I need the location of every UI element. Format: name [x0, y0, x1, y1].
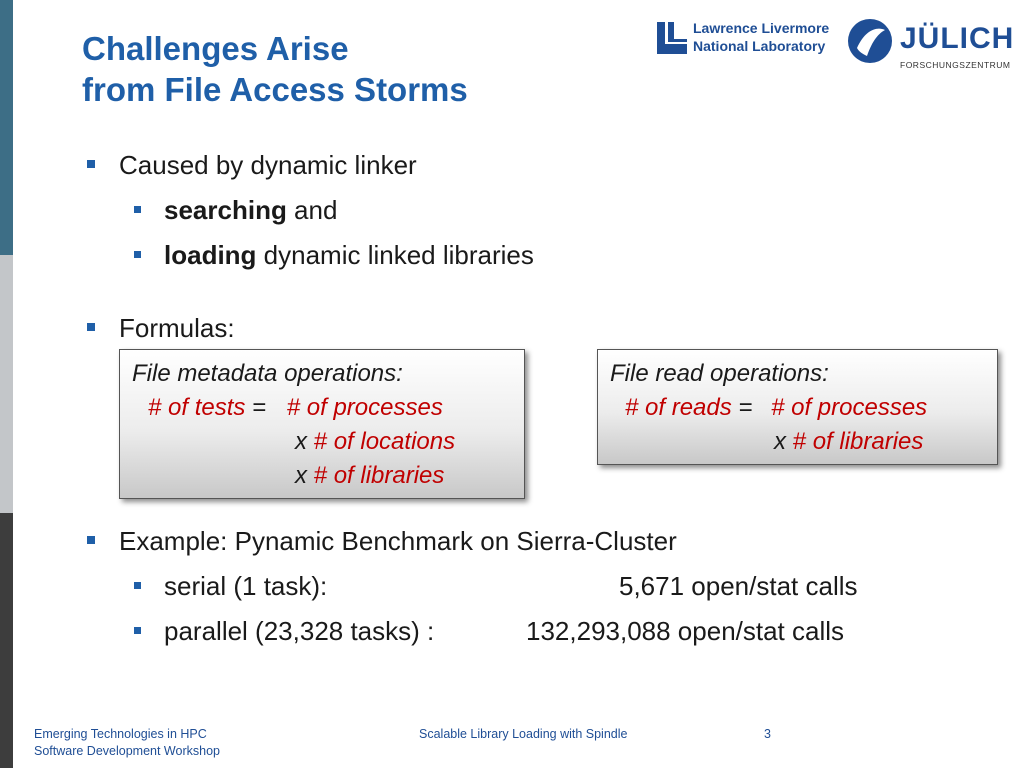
formula-box-read: [597, 349, 998, 465]
formula-read-heading: File read operations:: [610, 360, 829, 387]
searching-rest-text: and: [286, 195, 338, 225]
llnl-line-1: Lawrence Livermore: [693, 20, 830, 36]
sidebar-bar-middle: [0, 255, 13, 513]
bullet-marker: [87, 323, 95, 331]
bullet-marker: [87, 160, 95, 168]
formula-box-metadata: [119, 349, 525, 499]
page-number: 3: [764, 727, 771, 741]
bullet-example-text: Example: Pynamic Benchmark on Sierra-Cluster: [119, 526, 677, 556]
sub-bullet-marker: [134, 582, 141, 589]
sub-bullet-serial: [164, 571, 327, 601]
formula-read-lhs: # of reads: [625, 394, 732, 421]
slide-title: [82, 28, 468, 110]
footer-center: Scalable Library Loading with Spindle: [419, 727, 628, 741]
formula-read-term-processes: # of processes: [771, 394, 928, 421]
formula-metadata-lhs: # of tests: [148, 394, 246, 421]
formula-metadata-term-processes: # of processes: [286, 394, 443, 421]
title-line-2: from File Access Storms: [82, 71, 468, 108]
formula-read-term-libraries: # of libraries: [792, 428, 924, 455]
formula-metadata-heading: File metadata operations:: [132, 360, 403, 387]
sub-bullet-marker: [134, 251, 141, 258]
formula-metadata-libraries-row: [295, 459, 444, 493]
serial-label: serial (1 task):: [164, 571, 328, 601]
footer-left-line-2: Software Development Workshop: [34, 744, 220, 758]
serial-value: 5,671 open/stat calls: [619, 571, 858, 601]
juelich-logo-subtitle: FORSCHUNGSZENTRUM: [900, 60, 1011, 70]
formula-metadata-equation: [148, 391, 443, 425]
logo-area: [655, 16, 1015, 76]
bullet-caused: [119, 150, 417, 180]
title-line-1: Challenges Arise: [82, 30, 349, 67]
llnl-line-2: National Laboratory: [693, 38, 826, 54]
llnl-logo-text: [693, 19, 829, 55]
formula-metadata-times-2: x: [295, 462, 314, 489]
parallel-value: 132,293,088 open/stat calls: [526, 616, 845, 646]
formula-metadata-equals: =: [245, 394, 273, 421]
sub-bullet-loading: [164, 240, 534, 270]
formula-metadata-locations-row: [295, 425, 455, 459]
sidebar-bar-bottom: [0, 513, 13, 768]
formula-metadata-term-libraries: # of libraries: [313, 462, 445, 489]
sidebar-bar-top: [0, 0, 13, 255]
formula-read-times: x: [774, 428, 793, 455]
footer-left: [34, 726, 220, 760]
formula-read-equals: =: [731, 394, 760, 421]
footer-left-line-1: Emerging Technologies in HPC: [34, 727, 207, 741]
loading-rest-text: dynamic linked libraries: [256, 240, 534, 270]
juelich-logo-text: JÜLICH: [900, 22, 1015, 55]
juelich-logo-icon: [847, 18, 893, 64]
parallel-label: parallel (23,328 tasks) :: [164, 616, 435, 646]
sub-bullet-parallel: [164, 616, 434, 646]
bullet-formulas: [119, 313, 235, 343]
sub-bullet-searching: [164, 195, 337, 225]
searching-bold-text: searching: [164, 195, 287, 225]
bullet-caused-text: Caused by dynamic linker: [119, 150, 417, 180]
formula-metadata-term-locations: # of locations: [313, 428, 456, 455]
bullet-marker: [87, 536, 95, 544]
formula-metadata-times-1: x: [295, 428, 314, 455]
bullet-example: [119, 526, 677, 556]
loading-bold-text: loading: [164, 240, 257, 270]
bullet-formulas-text: Formulas:: [119, 313, 235, 343]
sub-bullet-marker: [134, 206, 141, 213]
sub-bullet-marker: [134, 627, 141, 634]
llnl-logo-icon: [655, 20, 689, 56]
formula-read-equation: [625, 391, 927, 425]
formula-read-libraries-row: [774, 425, 923, 459]
